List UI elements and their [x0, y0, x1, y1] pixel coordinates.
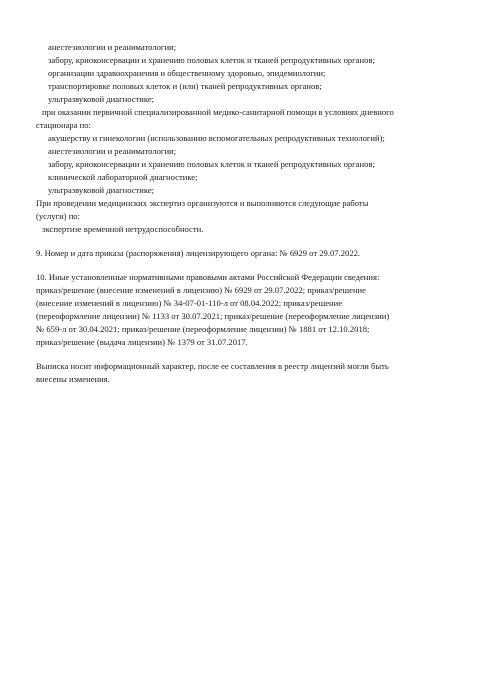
section-10-line: приказ/решение (внесение изменений в лицензию) № 6929 от 29.07.2022; приказ/решение [36, 285, 366, 295]
section-heading: при оказании первичной специализированной медико-санитарной помощи в условиях дневного [42, 107, 394, 117]
section-10-line: (внесение изменений в лицензию) № 34-07-01-110-л от 08.04.2022; приказ/решение [36, 298, 343, 308]
section-10-line: (переоформление лицензии) № 1133 от 30.07.2021; приказ/решение (переоформление лицензии) [36, 311, 390, 321]
footer-note: Выписка носит информационный характер, после ее составления в реестр лицензий могли быть [36, 361, 389, 371]
list-item: клинической лабораторной диагностике; [48, 172, 198, 182]
section-10-line: приказ/решение (выдача лицензии) № 1379 от 31.07.2017. [36, 337, 248, 347]
section-9: 9. Номер и дата приказа (распоряжения) лицензирующего органа: № 6929 от 29.07.2022. [36, 248, 361, 258]
section-heading-continued: стационара по: [36, 120, 91, 130]
list-item: анестезиологии и реаниматологии; [48, 146, 177, 156]
list-item: забору, криоконсервации и хранению половых клеток и тканей репродуктивных органов; [48, 159, 375, 169]
list-item: акушерству и гинекологии (использованию вспомогательных репродуктивных технологий); [48, 133, 385, 143]
list-item: ультразвуковой диагностике; [48, 185, 155, 195]
expertise-heading-continued: (услуги) по: [36, 211, 80, 221]
list-item: экспертизе временной нетрудоспособности. [42, 224, 204, 234]
list-item: организации здравоохранения и общественному здоровью, эпидемиологии; [48, 68, 326, 78]
footer-note-continued: внесены изменения. [36, 374, 110, 384]
list-item: забору, криоконсервации и хранению половых клеток и тканей репродуктивных органов; [48, 55, 375, 65]
list-item: анестезиологии и реаниматологии; [48, 42, 177, 52]
list-item: ультразвуковой диагностике; [48, 94, 155, 104]
section-10-line: 10. Иные установленные нормативными правовыми актами Российской Федерации сведения: [36, 272, 380, 282]
list-item: транспортировке половых клеток и (или) тканей репродуктивных органов; [48, 81, 322, 91]
section-10-line: № 659-л от 30.04.2021; приказ/решение (переоформление лицензии) № 1881 от 12.10.2018; [36, 324, 370, 334]
expertise-heading: При проведении медицинских экспертиз организуются и выполняются следующие работы [36, 198, 369, 208]
